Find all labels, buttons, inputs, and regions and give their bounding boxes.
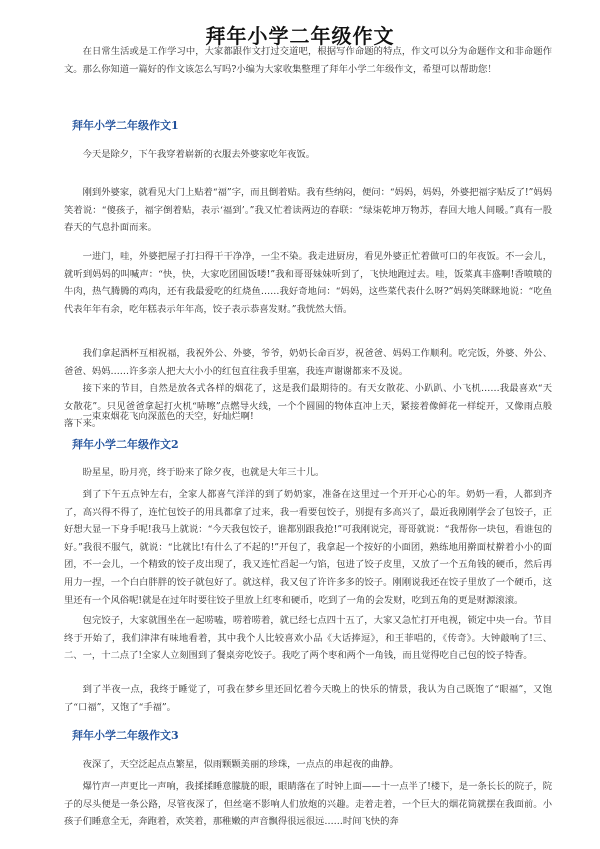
essay-2-heading: 拜年小学二年级作文2 (72, 438, 179, 451)
essay-2-paragraph-3: 包完饺子，大家就围坐在一起唠嗑，唠着唠着，就已经七点四十五了，大家又急忙打开电视，锁定中央一台。节目终于开始了，我们津津有味地看着，其中我个人比较喜欢小品《大话捧逗》，和王菲唱的，《传奇》。大钟敲响了!三、二、一，十二点了!全家人立刻围到了餐桌旁吃饺子。我吃了两个枣和两个一角钱，而且觉得吃自己包的饺子特香。 (64, 615, 552, 662)
essay-1-paragraph-6: 一束束烟花飞向深蓝色的天空，好灿烂啊! (82, 411, 254, 422)
essay-2-paragraph-1: 盼星星，盼月亮，终于盼来了除夕夜，也就是大年三十儿。 (82, 467, 325, 478)
intro-paragraph: 在日常生活或是工作学习中，大家都跟作文打过交道吧，根据写作命题的特点，作文可以分为命题作文和非命题作文。那么你知道一篇好的作文该怎么写吗?小编为大家收集整理了拜年小学二年级作文，希望可以帮助您！ (64, 46, 552, 75)
essay-2-paragraph-4: 到了半夜一点，我终于睡觉了，可我在梦乡里还回忆着今天晚上的快乐的情景，我认为自己既饱了“眼福”，又饱了“口福”，又饱了“手福”。 (64, 684, 552, 713)
essay-2-paragraph-2: 到了下午五点钟左右，全家人都喜气洋洋的到了奶奶家，准备在这里过一个开开心心的年。奶奶一看，人都到齐了，高兴得不得了，连忙包饺子的用具都拿了过来，我一看要包饺子，别提有多高兴了，最近我刚刚学会了包饺子，正好想大显一下身手呢!我马上就说：“今天我包饺子，谁都别跟我抢!”可我刚说完，哥哥就说：“我帮你一块包，看谁包的好。”我很不服气，就说：“比就比!有什么了不起的!”开包了，我拿起一个按好的小面团，熟练地用擀面杖擀着小小的面团，不一会儿，一个精致的饺子皮出现了，我又连忙舀起一勺馅，包进了饺子皮里，又放了一个五角钱的硬币，然后再用力一捏，一个白白胖胖的饺子就包好了。就这样，我又包了许许多多的饺子。刚刚说我还在饺子里放了一个硬币，这里还有一个风俗呢!就是在过年时要往饺子里放上红枣和硬币，吃到了一角的会发财，吃到五角的更是财源滚滚。 (64, 489, 552, 606)
essay-1-paragraph-3: 一进门，哇，外婆把屋子打扫得干干净净，一尘不染。我走进厨房，看见外婆正忙着做可口的年夜饭。不一会儿，就听到妈妈的叫喊声：“快，快，大家吃团圆饭喽!”我和哥哥妹妹听到了，飞快地跑过去。哇，饭菜真丰盛啊!香喷喷的牛肉，热气腾腾的鸡肉，还有我最爱吃的红烧鱼……我好奇地问：“妈妈，这些菜代表什么呀?”妈妈笑眯眯地说：“吃鱼代表年年有余，吃年糕表示年年高，饺子表示恭喜发财。”我恍然大悟。 (64, 251, 552, 315)
essay-1-paragraph-5: 接下来的节目，自然是放各式各样的烟花了，这是我们最期待的。有天女散花、小趴趴、小飞机……我最喜欢“天女散花”。只见爸爸拿起打火机“哧嚓”点燃导火线，一个个圆圆的物体直冲上天，紧接着像鲜花一样绽开，又像雨点般落下来。 (64, 383, 552, 430)
essay-3-paragraph-2: 爆竹声一声更比一声响，我揉揉睡意朦胧的眼，眼睛落在了时钟上面——十一点半了!楼下，是一条长长的院子，院子的尽头便是一条公路，尽管夜深了，但丝毫不影响人们放炮的兴趣。走着走着，一个巨大的烟花筒就摆在我面前。小孩子们睡意全无，奔跑着，欢笑着，那稚嫩的声音飘得很远很远……时间飞快的奔 (64, 781, 552, 828)
essay-3-heading: 拜年小学二年级作文3 (72, 729, 179, 742)
essay-1-paragraph-4: 我们拿起酒杯互相祝福，我祝外公、外婆，爷爷，奶奶长命百岁，祝爸爸、妈妈工作顺利。吃完饭，外婆、外公、爸爸、妈妈……许多亲人把大大小小的红包直往我手里塞，我连声谢谢都来不及说。 (64, 348, 552, 377)
essay-3-paragraph-1: 夜深了，天空泛起点点繁星，似雨颗颗美丽的珍珠，一点点的串起夜的曲静。 (82, 759, 399, 770)
essay-1-heading: 拜年小学二年级作文1 (72, 119, 179, 132)
page-title: 拜年小学二年级作文 (205, 24, 395, 48)
essay-1-paragraph-2: 刚到外婆家，就看见大门上贴着“福”字，而且倒着贴。我有些纳闷，便问：“妈妈，妈妈，外婆把福字贴反了!”妈妈笑着说：“傻孩子，福字倒着贴，表示‘福到’。”我又忙着读两边的春联：“绿柒乾坤万物苏，春回大地人间暖。”真有一股春天的气息扑面而来。 (64, 187, 552, 234)
essay-1-paragraph-1: 今天是除夕，下午我穿着崭新的衣服去外婆家吃年夜饭。 (82, 149, 316, 160)
